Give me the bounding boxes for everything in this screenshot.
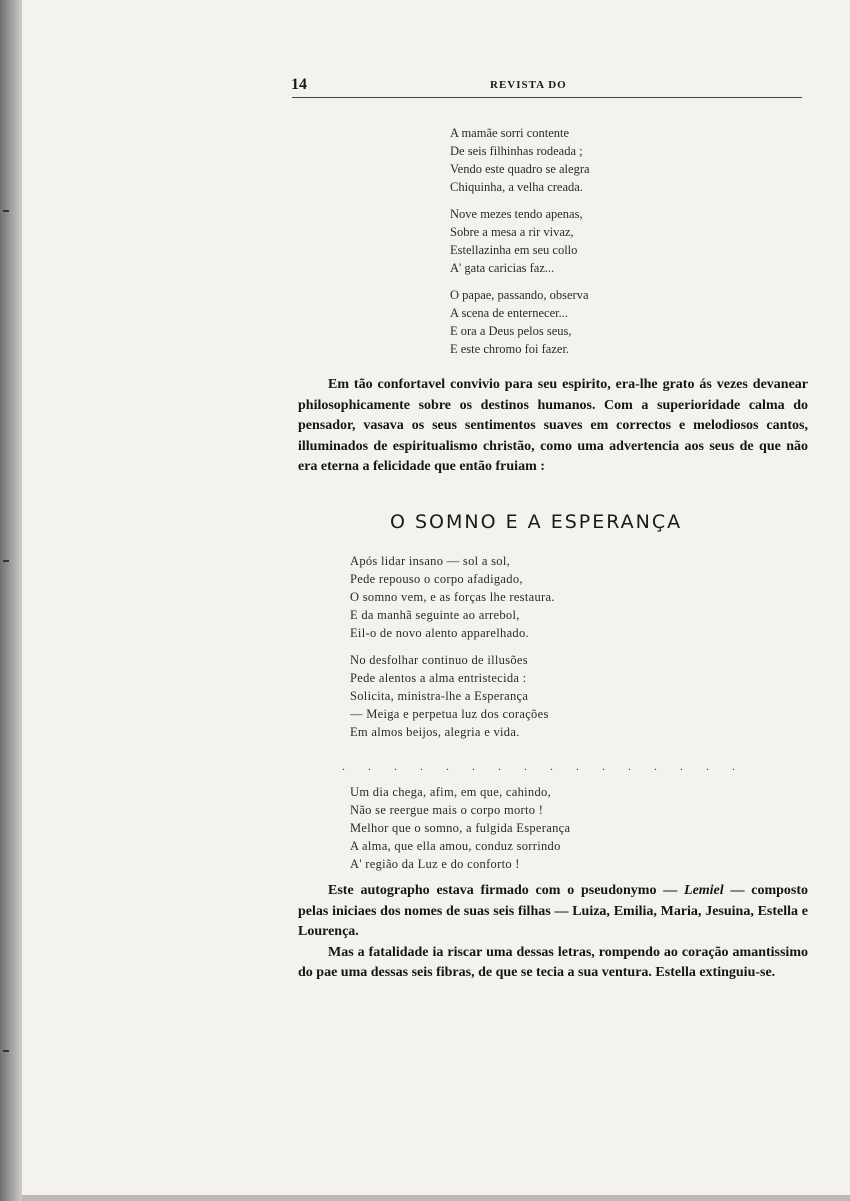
poem-stanza xyxy=(350,552,680,642)
stanza-separator: . . . . . . . . . . . . . . . . xyxy=(342,759,745,773)
poem-line: E este chromo foi fazer. xyxy=(450,342,570,356)
poem-line: Estellazinha em seu collo xyxy=(450,243,578,257)
poem-line: Em almos beijos, alegria e vida. xyxy=(350,725,520,739)
paragraph-text: Este autographo estava firmado com o pseudonymo — xyxy=(328,883,685,898)
poem-line: E ora a Deus pelos seus, xyxy=(450,324,572,338)
paragraph-autograph xyxy=(298,881,808,943)
poem-line: Não se reergue mais o corpo morto ! xyxy=(350,803,544,817)
poem-line: Pede alentos a alma entristecida : xyxy=(350,671,527,685)
margin-mark xyxy=(3,1050,9,1052)
page-number: 14 xyxy=(291,76,307,93)
poem-line: Solicita, ministra-lhe a Esperança xyxy=(350,689,529,703)
page-bottom-edge xyxy=(22,1195,850,1201)
pseudonym: Lemiel xyxy=(684,883,724,898)
poem-line: E da manhã seguinte ao arrebol, xyxy=(350,608,520,622)
poem-line: De seis filhinhas rodeada ; xyxy=(450,144,583,158)
poem-somno-esperanca xyxy=(350,552,680,750)
poem-line: Vendo este quadro se alegra xyxy=(450,162,590,176)
margin-mark xyxy=(3,210,9,212)
poem-line: A mamãe sorri contente xyxy=(450,126,570,140)
poem-somno-esperanca-end xyxy=(350,783,680,882)
paragraph-intro xyxy=(298,375,808,478)
closing-paragraphs xyxy=(298,881,808,984)
header-rule xyxy=(292,97,802,98)
poem-stanza xyxy=(450,205,690,277)
poem-line: A' região da Luz e do conforto ! xyxy=(350,857,520,871)
poem-line: Chiquinha, a velha creada. xyxy=(450,180,583,194)
paragraph-fatality: Mas a fatalidade ia riscar uma dessas letras, rompendo ao coração amantissimo do pae uma dessas seis fibras, de que se tecia a sua ventura. Estella extinguiu-se. xyxy=(298,944,808,980)
poem-line: A scena de enternecer... xyxy=(450,306,568,320)
poem-line: A alma, que ella amou, conduz sorrindo xyxy=(350,839,561,853)
poem-line: O somno vem, e as forças lhe restaura. xyxy=(350,590,555,604)
poem-stanza xyxy=(350,783,680,873)
poem-stanza xyxy=(450,286,690,358)
paragraph-text: Em tão confortavel convivio para seu espirito, era-lhe grato ás vezes devanear philosophicamente sobre os destinos humanos. Com a superioridade calma do pensador, vasava os seus sentimentos suaves em correctos e melodiosos cantos, illuminados de espiritualismo christão, como uma advertencia aos seus de que não era eterna a felicidade que então fruiam : xyxy=(298,377,808,474)
poem-line: O papae, passando, observa xyxy=(450,288,589,302)
poem-line: Melhor que o somno, a fulgida Esperança xyxy=(350,821,571,835)
poem-line: Pede repouso o corpo afadigado, xyxy=(350,572,523,586)
poem-line: A' gata caricias faz... xyxy=(450,261,555,275)
book-binding-shadow xyxy=(0,0,22,1201)
poem-line: Nove mezes tendo apenas, xyxy=(450,207,583,221)
poem-line: Sobre a mesa a rir vivaz, xyxy=(450,225,574,239)
poem-line: Após lidar insano — sol a sol, xyxy=(350,554,511,568)
poem-line: Um dia chega, afim, em que, cahindo, xyxy=(350,785,552,799)
poem-title: O SOMNO E A ESPERANÇA xyxy=(390,511,683,533)
margin-mark xyxy=(3,560,9,562)
poem-stanza xyxy=(350,651,680,741)
poem-chromo xyxy=(450,124,690,367)
poem-stanza xyxy=(450,124,690,196)
running-head: REVISTA DO xyxy=(490,79,567,91)
paragraph-text: — composto pelas iniciaes dos nomes de suas seis filhas — Luiza, Emilia, Maria, Jesuina, Estella e Lourença. xyxy=(298,883,809,939)
poem-line: No desfolhar continuo de illusões xyxy=(350,653,528,667)
poem-line: — Meiga e perpetua luz dos corações xyxy=(350,707,549,721)
poem-line: Eil-o de novo alento apparelhado. xyxy=(350,626,529,640)
